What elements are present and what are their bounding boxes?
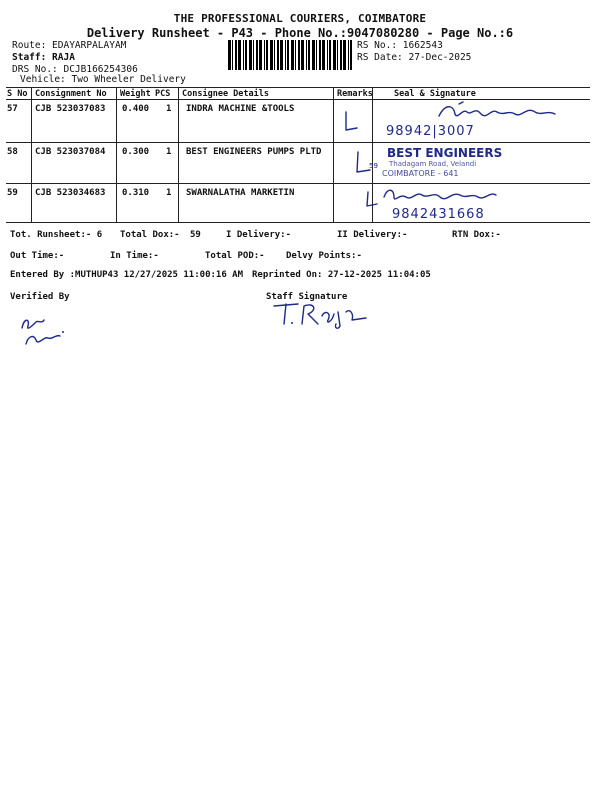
handwritten-phone-row3: 9842431668 <box>392 207 485 222</box>
header-consignee: Consignee Details <box>182 89 269 99</box>
header-remarks: Remarks <box>337 89 373 99</box>
row-weight: 0.310 <box>122 188 150 198</box>
rs-date: RS Date: 27-Dec-2025 <box>357 52 472 63</box>
row-sno: 59 <box>7 188 18 198</box>
total-dox-value: 59 <box>190 230 201 240</box>
row-sno: 58 <box>7 147 18 157</box>
column-divider <box>116 87 117 222</box>
column-divider <box>178 87 179 222</box>
rs-number: RS No.: 1662543 <box>357 40 443 51</box>
column-divider <box>333 87 334 222</box>
row-consignment: CJB 523037083 <box>35 104 106 114</box>
handwritten-remark-row2: 59 <box>369 162 378 170</box>
route-label: Route: EDAYARPALAYAM <box>12 40 127 51</box>
ii-delivery: II Delivery:- <box>337 230 408 240</box>
row-consignee: BEST ENGINEERS PUMPS PLTD <box>186 147 322 157</box>
delvy-points: Delvy Points:- <box>286 251 362 261</box>
table-row-divider <box>6 183 590 184</box>
header-consignment: Consignment No <box>35 89 107 99</box>
rtn-dox: RTN Dox:- <box>452 230 501 240</box>
row-sno: 57 <box>7 104 18 114</box>
company-stamp-line2: Thadagam Road, Velandi <box>389 160 477 168</box>
verifier-handwritten-initials <box>14 310 74 350</box>
row-consignee: INDRA MACHINE &TOOLS <box>186 104 295 114</box>
header-seal-signature: Seal & Signature <box>394 89 476 99</box>
in-time: In Time:- <box>110 251 159 261</box>
row-consignment: CJB 523034683 <box>35 188 106 198</box>
row-consignee: SWARNALATHA MARKETIN <box>186 188 295 198</box>
table-top-border <box>6 87 590 88</box>
company-title: THE PROFESSIONAL COURIERS, COIMBATORE <box>173 12 427 25</box>
company-stamp-line3: COIMBATORE - 641 <box>382 169 459 178</box>
row-pcs: 1 <box>166 104 172 114</box>
row-weight: 0.300 <box>122 147 150 157</box>
total-pod: Total POD:- <box>205 251 265 261</box>
handwritten-phone-row1: 98942|3007 <box>386 124 475 139</box>
row-pcs: 1 <box>166 147 172 157</box>
table-bottom-border <box>6 222 590 223</box>
drs-number: DRS No.: DCJB166254306 <box>12 64 138 75</box>
reprinted-on: Reprinted On: 27-12-2025 11:04:05 <box>252 270 431 280</box>
row-weight: 0.400 <box>122 104 150 114</box>
table-row-divider <box>6 142 590 143</box>
vehicle-type: Vehicle: Two Wheeler Delivery <box>20 74 186 85</box>
staff-signature-label: Staff Signature <box>266 292 348 302</box>
staff-handwritten-signature <box>268 300 378 330</box>
i-delivery: I Delivery:- <box>226 230 292 240</box>
signature-row1 <box>435 100 560 124</box>
column-divider <box>31 87 32 222</box>
header-weight: Weight <box>120 89 151 99</box>
barcode-image <box>228 40 354 70</box>
header-pcs: PCS <box>155 89 171 99</box>
remark-tick-mark <box>340 110 360 136</box>
signature-row3 <box>380 185 498 207</box>
remark-tick-mark <box>362 190 382 212</box>
tot-runsheet: Tot. Runsheet:- 6 <box>10 230 103 240</box>
row-consignment: CJB 523037084 <box>35 147 106 157</box>
company-stamp-line1: BEST ENGINEERS <box>387 146 503 160</box>
runsheet-subtitle: Delivery Runsheet - P43 - Phone No.:9047080280 - Page No.:6 <box>86 26 514 40</box>
out-time: Out Time:- <box>10 251 65 261</box>
row-pcs: 1 <box>166 188 172 198</box>
header-sno: S No <box>7 89 28 99</box>
verified-by-label: Verified By <box>10 292 70 302</box>
staff-label: Staff: RAJA <box>12 52 75 63</box>
total-dox-label: Total Dox:- <box>120 230 180 240</box>
entered-by: Entered By :MUTHUP43 12/27/2025 11:00:16 AM <box>10 270 243 280</box>
